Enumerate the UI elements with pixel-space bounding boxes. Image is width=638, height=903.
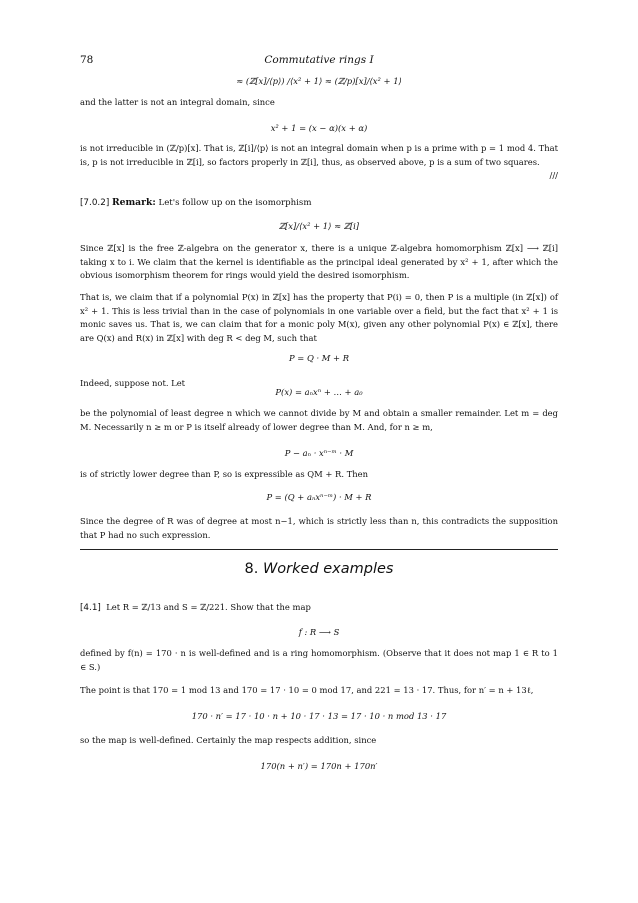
paragraph-monic-claim: That is, we claim that if a polynomial P(x) in ℤ[x] has the property that P(i) = 0, then P is a multiple (in ℤ[x]) of x² + 1. This is less trivial than in the case of polynomials in one variable over a field, but the fact that x² + 1 is monic saves us. That is, we can claim that for a monic poly M(x), given any other polynomial P(x) ∈ ℤ[x], there are Q(x) and R(x) in ℤ[x] with deg R < deg M, such that [80, 292, 558, 343]
equation-well-defined: 170 · n′ = 17 · 10 · n + 10 · 17 · 13 = 17 · 10 · n mod 13 · 17 [191, 711, 447, 721]
section-title: Worked examples [262, 561, 394, 577]
equation-reduction: P − aₙ · xⁿ⁻ᵐ · M [284, 448, 354, 458]
end-of-proof-mark: /// [549, 170, 558, 180]
problem-label: [4.1] [80, 603, 101, 613]
paragraph-free-algebra: Since ℤ[x] is the free ℤ-algebra on the generator x, there is a unique ℤ-algebra homomorphism ℤ[x] ⟶ ℤ[i] taking x to i. We claim that the kernel is identifiable as the principal ideal generated by x² + 1, after which the obvious isomorphism theorem for rings would yield the desired isomorphism. [80, 243, 558, 281]
equation-factorization: x² + 1 = (x − α)(x + α) [270, 123, 368, 133]
page-header [80, 54, 558, 68]
equation-expression: P = (Q + aₙxⁿ⁻ᵐ) · M + R [266, 492, 372, 502]
section-heading [80, 561, 558, 577]
running-title: Commutative rings I [264, 54, 374, 66]
equation-addition: 170(n + n′) = 170n + 170n′ [260, 761, 378, 771]
paragraph-map-definition: defined by f(n) = 170 · n is well-defined and is a ring homomorphism. (Observe that it does not map 1 ∈ R to 1 ∈ S.) [80, 648, 558, 672]
paragraph-lower-degree: is of strictly lower degree than P, so is expressible as QM + R. Then [80, 469, 369, 479]
section-divider [80, 549, 558, 550]
remark-title: Remark: [111, 197, 156, 208]
paragraph-respects-addition: so the map is well-defined. Certainly the map respects addition, since [80, 735, 377, 745]
equation-division: P = Q · M + R [288, 353, 350, 363]
equation-isomorphism-chain: ≈ (ℤ[x]/⟨p⟩) /⟨x² + 1⟩ ≈ (ℤ/p)[x]/⟨x² + 1⟩ [236, 76, 402, 86]
problem-text: Let R = ℤ/13 and S = ℤ/221. Show that the map [106, 602, 311, 612]
remark-text: Let's follow up on the isomorphism [158, 198, 312, 208]
equation-polynomial: P(x) = aₙxⁿ + … + a₀ [275, 387, 363, 397]
paragraph-suppose-not: Indeed, suppose not. Let [80, 378, 186, 388]
paragraph-sum-of-squares: is not irreducible in (ℤ/p)[x]. That is, ℤ[i]/⟨p⟩ is not an integral domain when p is a prime with p = 1 mod 4. That is, p is not irreducible in ℤ[i], so factors properly in ℤ[i], thus, as observed above, p is a sum of two squares. [80, 143, 558, 167]
section-number: 8. [244, 561, 259, 577]
paragraph-least-degree: be the polynomial of least degree n which we cannot divide by M and obtain a smaller remainder. Let m = deg M. Necessarily n ≥ m or P is itself already of lower degree than M. And, for n ≥ m, [80, 408, 558, 432]
paragraph-not-integral-domain: and the latter is not an integral domain, since [80, 97, 275, 107]
equation-gaussian-integers: ℤ[x]/⟨x² + 1⟩ ≈ ℤ[i] [278, 221, 360, 231]
paragraph-point: The point is that 170 = 1 mod 13 and 170 = 17 · 10 = 0 mod 17, and 221 = 13 · 17. Thus, for n′ = n + 13ℓ, [80, 685, 534, 695]
remark-number: [7.0.2] [80, 198, 110, 208]
equation-map: f : R ⟶ S [298, 627, 340, 637]
paragraph-contradiction: Since the degree of R was of degree at most n−1, which is strictly less than n, this contradicts the supposition that P had no such expression. [80, 516, 558, 540]
page-number: 78 [80, 54, 94, 66]
problem-statement [80, 601, 558, 616]
remark-heading [80, 196, 558, 211]
